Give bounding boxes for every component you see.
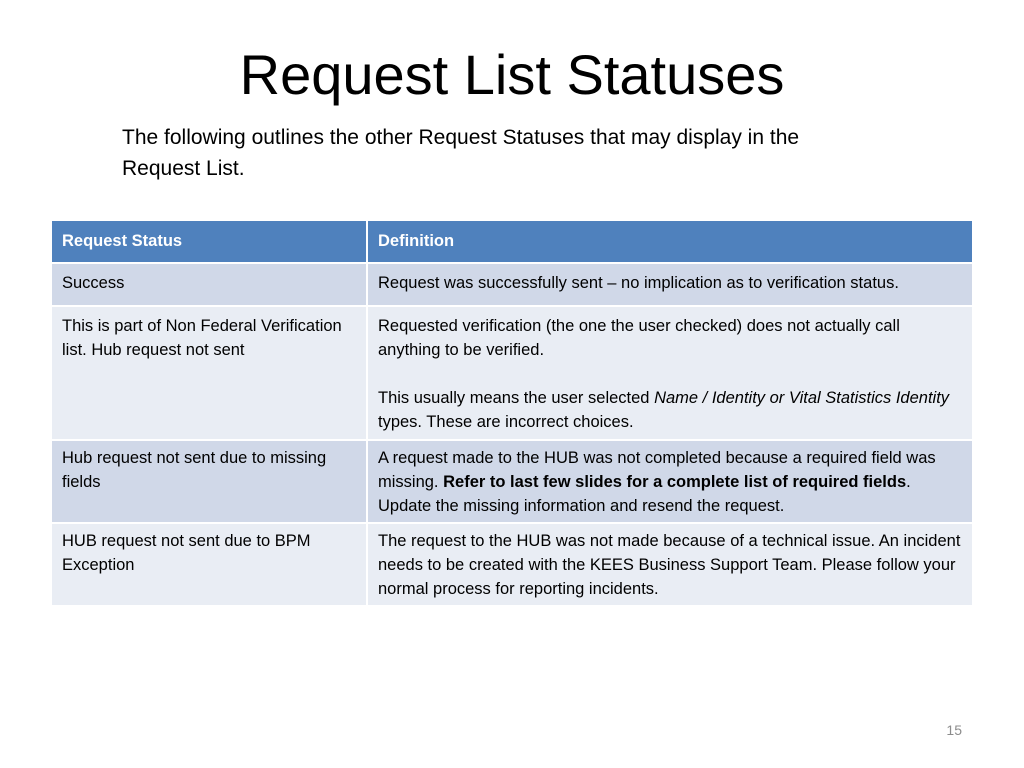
definition-bold: Refer to last few slides for a complete list of required fields (443, 473, 907, 491)
table-row (52, 440, 972, 523)
definition-cell: The request to the HUB was not made because of a technical issue. An incident needs to be created with the KEES Business Support Team. Please follow your normal process for reporting incidents. (367, 523, 972, 606)
definition-text: . Update the missing information and resend the request. (378, 473, 911, 515)
table-row (52, 523, 972, 606)
intro-line-1: The following outlines the other Request Statuses that may display in the (122, 126, 800, 149)
definition-cell (367, 306, 972, 440)
definition-cell: Request was successfully sent – no implication as to verification status. (367, 263, 972, 306)
status-cell: HUB request not sent due to BPM Exception (52, 523, 367, 606)
definition-text: This usually means the user selected (378, 389, 655, 407)
table-row (52, 263, 972, 306)
table-row (52, 306, 972, 440)
definition-text: types. These are incorrect choices. (378, 413, 634, 431)
page-number: 15 (946, 722, 962, 738)
header-definition: Definition (367, 221, 972, 263)
table-header-row (52, 221, 972, 263)
definition-paragraph: Requested verification (the one the user checked) does not actually call anything to be verified. (378, 317, 900, 359)
definition-cell (367, 440, 972, 523)
definition-paragraph (378, 386, 962, 434)
intro-line-2: Request List. (122, 157, 245, 180)
status-cell: Hub request not sent due to missing fields (52, 440, 367, 523)
request-status-table (52, 221, 972, 607)
header-request-status: Request Status (52, 221, 367, 263)
status-cell: Success (52, 263, 367, 306)
intro-text (122, 122, 922, 184)
slide-title: Request List Statuses (239, 43, 785, 106)
definition-emphasis: Name / Identity or Vital Statistics Identity (654, 389, 950, 407)
definition-text: A request made to the HUB was not completed because a required field was missing. (378, 449, 936, 491)
status-cell: This is part of Non Federal Verification list. Hub request not sent (52, 306, 367, 440)
